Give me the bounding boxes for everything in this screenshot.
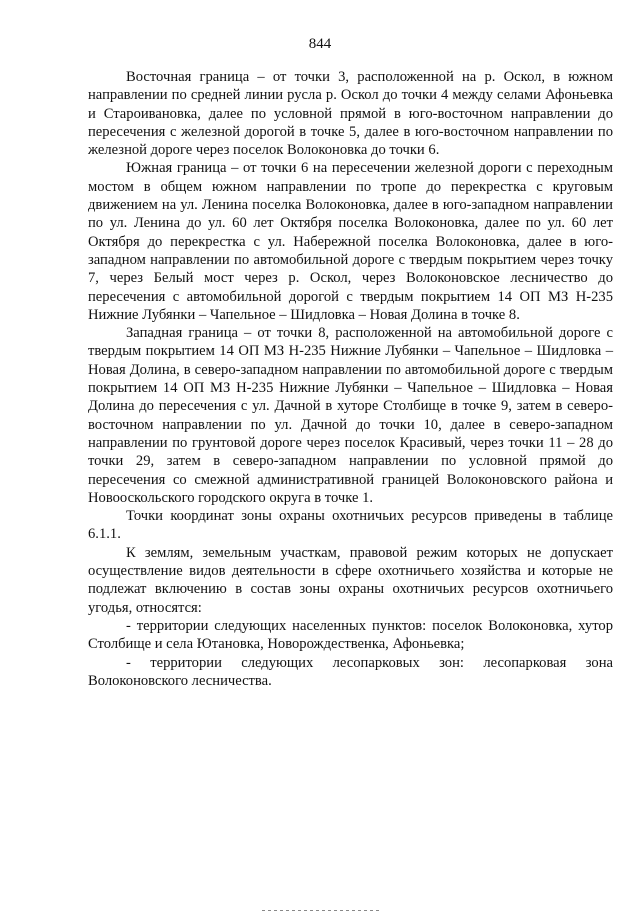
paragraph-eastern-border: Восточная граница – от точки 3, расположенной на р. Оскол, в южном направлении по средней линии русла р. Оскол до точки 4 между селами Афоньевка и Староивановка, далее по условной прямой в юго-восточном направлении до пересечения с железной дорогой в точке 5, далее в юго-восточном направлении по железной дороге через поселок Волоконовка до точки 6. — [88, 69, 613, 159]
list-item-forest-park-zones: - территории следующих лесопарковых зон: лесопарковая зона Волоконовского лесничества. — [88, 654, 613, 689]
scan-artifact-line — [262, 910, 382, 911]
paragraph-southern-border: Южная граница – от точки 6 на пересечении железной дороги с переходным мостом в общем южном направлении по тропе до перекрестка с круговым движением на ул. Ленина поселка Волоконовка, далее в юго-западном направлении по ул. Ленина до ул. 60 лет Октября поселка Волоконовка, далее по ул. 60 лет Октября до перекрестка с ул. Набережной поселка Волоконовка, далее в юго-западном направлении по автомобильной дороге с твердым покрытием через точку 7, через Белый мост через р. Оскол, через Волоконовское лесничество до пересечения с автомобильной дорогой с твердым покрытием 14 ОП МЗ Н-235 Нижние Лубянки – Чапельное – Шидловка – Новая Долина в точке 8. — [88, 160, 613, 323]
document-body — [88, 68, 613, 690]
paragraph-western-border: Западная граница – от точки 8, расположенной на автомобильной дороге с твердым покрытием 14 ОП МЗ Н-235 Нижние Лубянки – Чапельное – Шидловка – Новая Долина, в северо-западном направлении по автомобильной дороге с твердым покрытием 14 ОП МЗ Н-235 Нижние Лубянки – Чапельное – Шидловка – Новая Долина до пересечения с ул. Дачной в хуторе Столбище в точке 9, затем в северо-восточном направлении по ул. Дачной до точки 10, далее в северо-западном направлении по грунтовой дороге через поселок Красивый, через точки 11 – 28 до точки 29, затем в северо-западном направлении по условной прямой до пересечения со смежной административной границей Волоконовского района и Новооскольского городского округа в точке 1. — [88, 325, 613, 506]
paragraph-coordinates-reference: Точки координат зоны охраны охотничьих ресурсов приведены в таблице 6.1.1. — [88, 508, 613, 543]
list-item-settlements: - территории следующих населенных пунктов: поселок Волоконовка, хутор Столбище и села Ютановка, Новорождественка, Афоньевка; — [88, 617, 613, 653]
page-number: 844 — [308, 36, 332, 52]
paragraph-excluded-lands: К землям, земельным участкам, правовой режим которых не допускает осуществление видов деятельности в сфере охотничьего хозяйства и которые не подлежат включению в состав зоны охраны охотничьих ресурсов охотничьего угодья, относятся: — [88, 544, 613, 616]
